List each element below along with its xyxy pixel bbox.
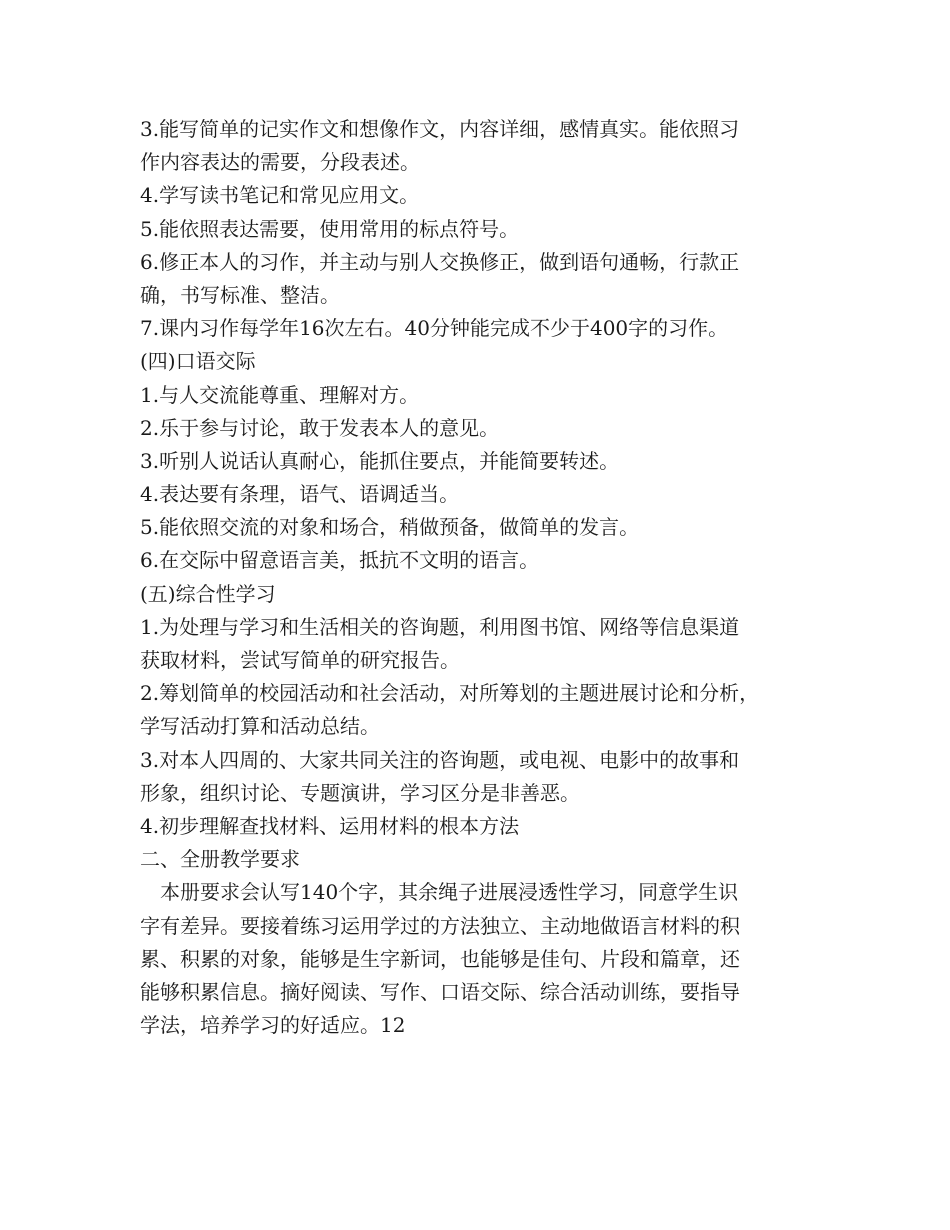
text-line: 1.为处理与学习和生活相关的咨询题，利用图书馆、网络等信息渠道 [140,614,740,639]
text-line: 2.乐于参与讨论，敢于发表本人的意见。 [140,415,500,440]
text-line: 6.修正本人的习作，并主动与别人交换修正，做到语句通畅，行款正 [140,249,740,274]
text-line: 5.能依照交流的对象和场合，稍做预备，做简单的发言。 [140,515,640,540]
text-line: 3.听别人说话认真耐心，能抓住要点，并能简要转述。 [140,448,620,473]
text-line: 1.与人交流能尊重、理解对方。 [140,382,420,407]
text-line: 确，书写标准、整洁。 [140,282,340,307]
text-line: 3.对本人四周的、大家共同关注的咨询题，或电视、电影中的故事和 [140,747,740,772]
text-line: 累、积累的对象，能够是生字新词，也能够是佳句、片段和篇章，还 [140,946,740,971]
text-line: 4.表达要有条理，语气、语调适当。 [140,482,460,507]
text-line: 2.筹划简单的校园活动和社会活动，对所筹划的主题进展讨论和分析， [140,681,760,706]
text-line: 形象，组织讨论、专题演讲，学习区分是非善恶。 [140,780,580,805]
text-line: 学写活动打算和活动总结。 [140,714,380,739]
text-line: 5.能依照表达需要，使用常用的标点符号。 [140,216,520,241]
text-line: 4.初步理解查找材料、运用材料的根本方法 [140,813,520,838]
text-line: 本册要求会认写140个字，其余绳子进展浸透性学习，同意学生识 [160,880,739,905]
text-line: 获取材料，尝试写简单的研究报告。 [140,648,460,672]
section-heading: (五)综合性学习 [140,581,276,606]
document-body [140,113,815,1042]
text-line: 作内容表达的需要，分段表述。 [140,150,420,175]
text-line: 6.在交际中留意语言美，抵抗不文明的语言。 [140,548,540,573]
text-line: 学法，培养学习的好适应。12 [140,1013,406,1038]
section-heading: 二、全册教学要求 [140,847,300,872]
section-heading: (四)口语交际 [140,349,256,374]
text-line: 4.学写读书笔记和常见应用文。 [140,183,420,208]
text-line: 3.能写简单的记实作文和想像作文，内容详细，感情真实。能依照习 [140,117,740,141]
text-line: 能够积累信息。摘好阅读、写作、口语交际、综合活动训练，要指导 [140,979,740,1004]
text-line: 7.课内习作每学年16次左右。40分钟能完成不少于400字的习作。 [140,316,729,341]
text-line: 字有差异。要接着练习运用学过的方法独立、主动地做语言材料的积 [140,913,740,938]
